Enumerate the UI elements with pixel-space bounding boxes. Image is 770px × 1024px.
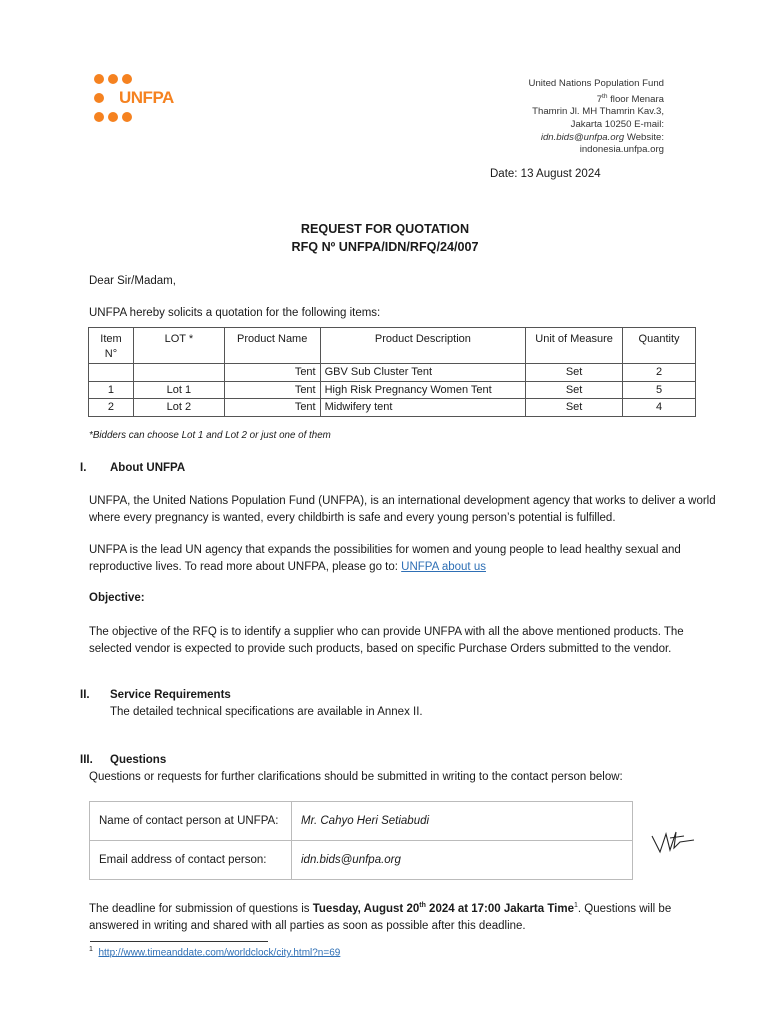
objective-heading: Objective: (89, 592, 145, 604)
table-row (90, 841, 633, 880)
website[interactable]: indonesia.unfpa.org (579, 144, 664, 156)
contact-email-value[interactable]: idn.bids@unfpa.org (292, 841, 633, 880)
section-3-heading: Questions (110, 754, 167, 766)
rfq-number: RFQ Nº UNFPA/IDN/RFQ/24/007 (291, 240, 479, 254)
document-title: REQUEST FOR QUOTATION RFQ Nº UNFPA/IDN/RFQ/24/007 (0, 220, 770, 256)
section-1-number: I. (80, 462, 87, 474)
table-row: 1 Lot 1 Tent High Risk Pregnancy Women Tent Set 5 (89, 381, 696, 399)
unfpa-about-link[interactable]: UNFPA about us (401, 561, 486, 573)
section-1-heading: About UNFPA (110, 462, 186, 474)
objective-text: The objective of the RFQ is to identify a supplier who can provide UNFPA with all the above mentioned products. The selected vendor is expected to provide such products, based on specific Purchase Orders submitted to the vendor. (89, 626, 684, 655)
contact-name-label: Name of contact person at UNFPA: (90, 802, 292, 841)
section-2-number: II. (80, 689, 90, 701)
footnote-ref: 1 (573, 902, 578, 909)
office-email[interactable]: idn.bids@unfpa.org (540, 131, 625, 143)
table-header-row: Item N° LOT * Product Name Product Description Unit of Measure Quantity (89, 328, 696, 364)
table-row: 2 Lot 2 Tent Midwifery tent Set 4 (89, 399, 696, 417)
logo-text: UNFPA (119, 88, 174, 107)
signature-initials-icon (650, 828, 702, 856)
questions-text: Questions or requests for further clarifications should be submitted in writing to the contact person below: (89, 771, 623, 783)
table-row (90, 802, 633, 841)
lot-note: *Bidders can choose Lot 1 and Lot 2 or just one of them (89, 430, 331, 441)
intro-text: UNFPA hereby solicits a quotation for the following items: (89, 307, 381, 319)
about-paragraph-2: UNFPA is the lead UN agency that expands the possibilities for women and young people to lead healthy sexual and reproductive lives. To read more about UNFPA, please go to: UNFPA about us (89, 544, 681, 573)
section-2-heading: Service Requirements (110, 689, 231, 701)
table-row: Tent GBV Sub Cluster Tent Set 2 (89, 364, 696, 382)
service-requirements-text: The detailed technical specifications are available in Annex II. (110, 706, 423, 718)
items-table (88, 327, 696, 417)
salutation: Dear Sir/Madam, (89, 275, 176, 287)
about-paragraph-1: UNFPA, the United Nations Population Fund (UNFPA), is an international development agency that works to deliver a world where every pregnancy is wanted, every childbirth is safe and every young person’s potential is fulfilled. (89, 495, 716, 524)
office-address: United Nations Population Fund 7th floor Menara Thamrin Jl. MH Thamrin Kav.3, Jakarta 10250 E-mail: idn.bids@unfpa.org Website: indonesia.unfpa.org (528, 78, 664, 156)
deadline-paragraph: The deadline for submission of questions is Tuesday, August 20th 2024 at 17:00 Jakarta Time$^1$. Questions will be answered in writing and shared with all parties as soon as possible after this deadline. (89, 902, 672, 932)
section-3-number: III. (80, 754, 93, 766)
unfpa-logo (94, 74, 194, 124)
contact-email-label: Email address of contact person: (90, 841, 292, 880)
footnote: $^1$ http://www.timeanddate.com/worldclock/city.html?n=69 (89, 946, 341, 959)
timeanddate-link[interactable]: http://www.timeanddate.com/worldclock/city.html?n=69 (98, 947, 341, 959)
footnote-divider (90, 941, 268, 942)
document-date: Date: 13 August 2024 (490, 168, 601, 180)
contact-name-value: Mr. Cahyo Heri Setiabudi (292, 802, 633, 841)
contact-table (89, 801, 633, 880)
